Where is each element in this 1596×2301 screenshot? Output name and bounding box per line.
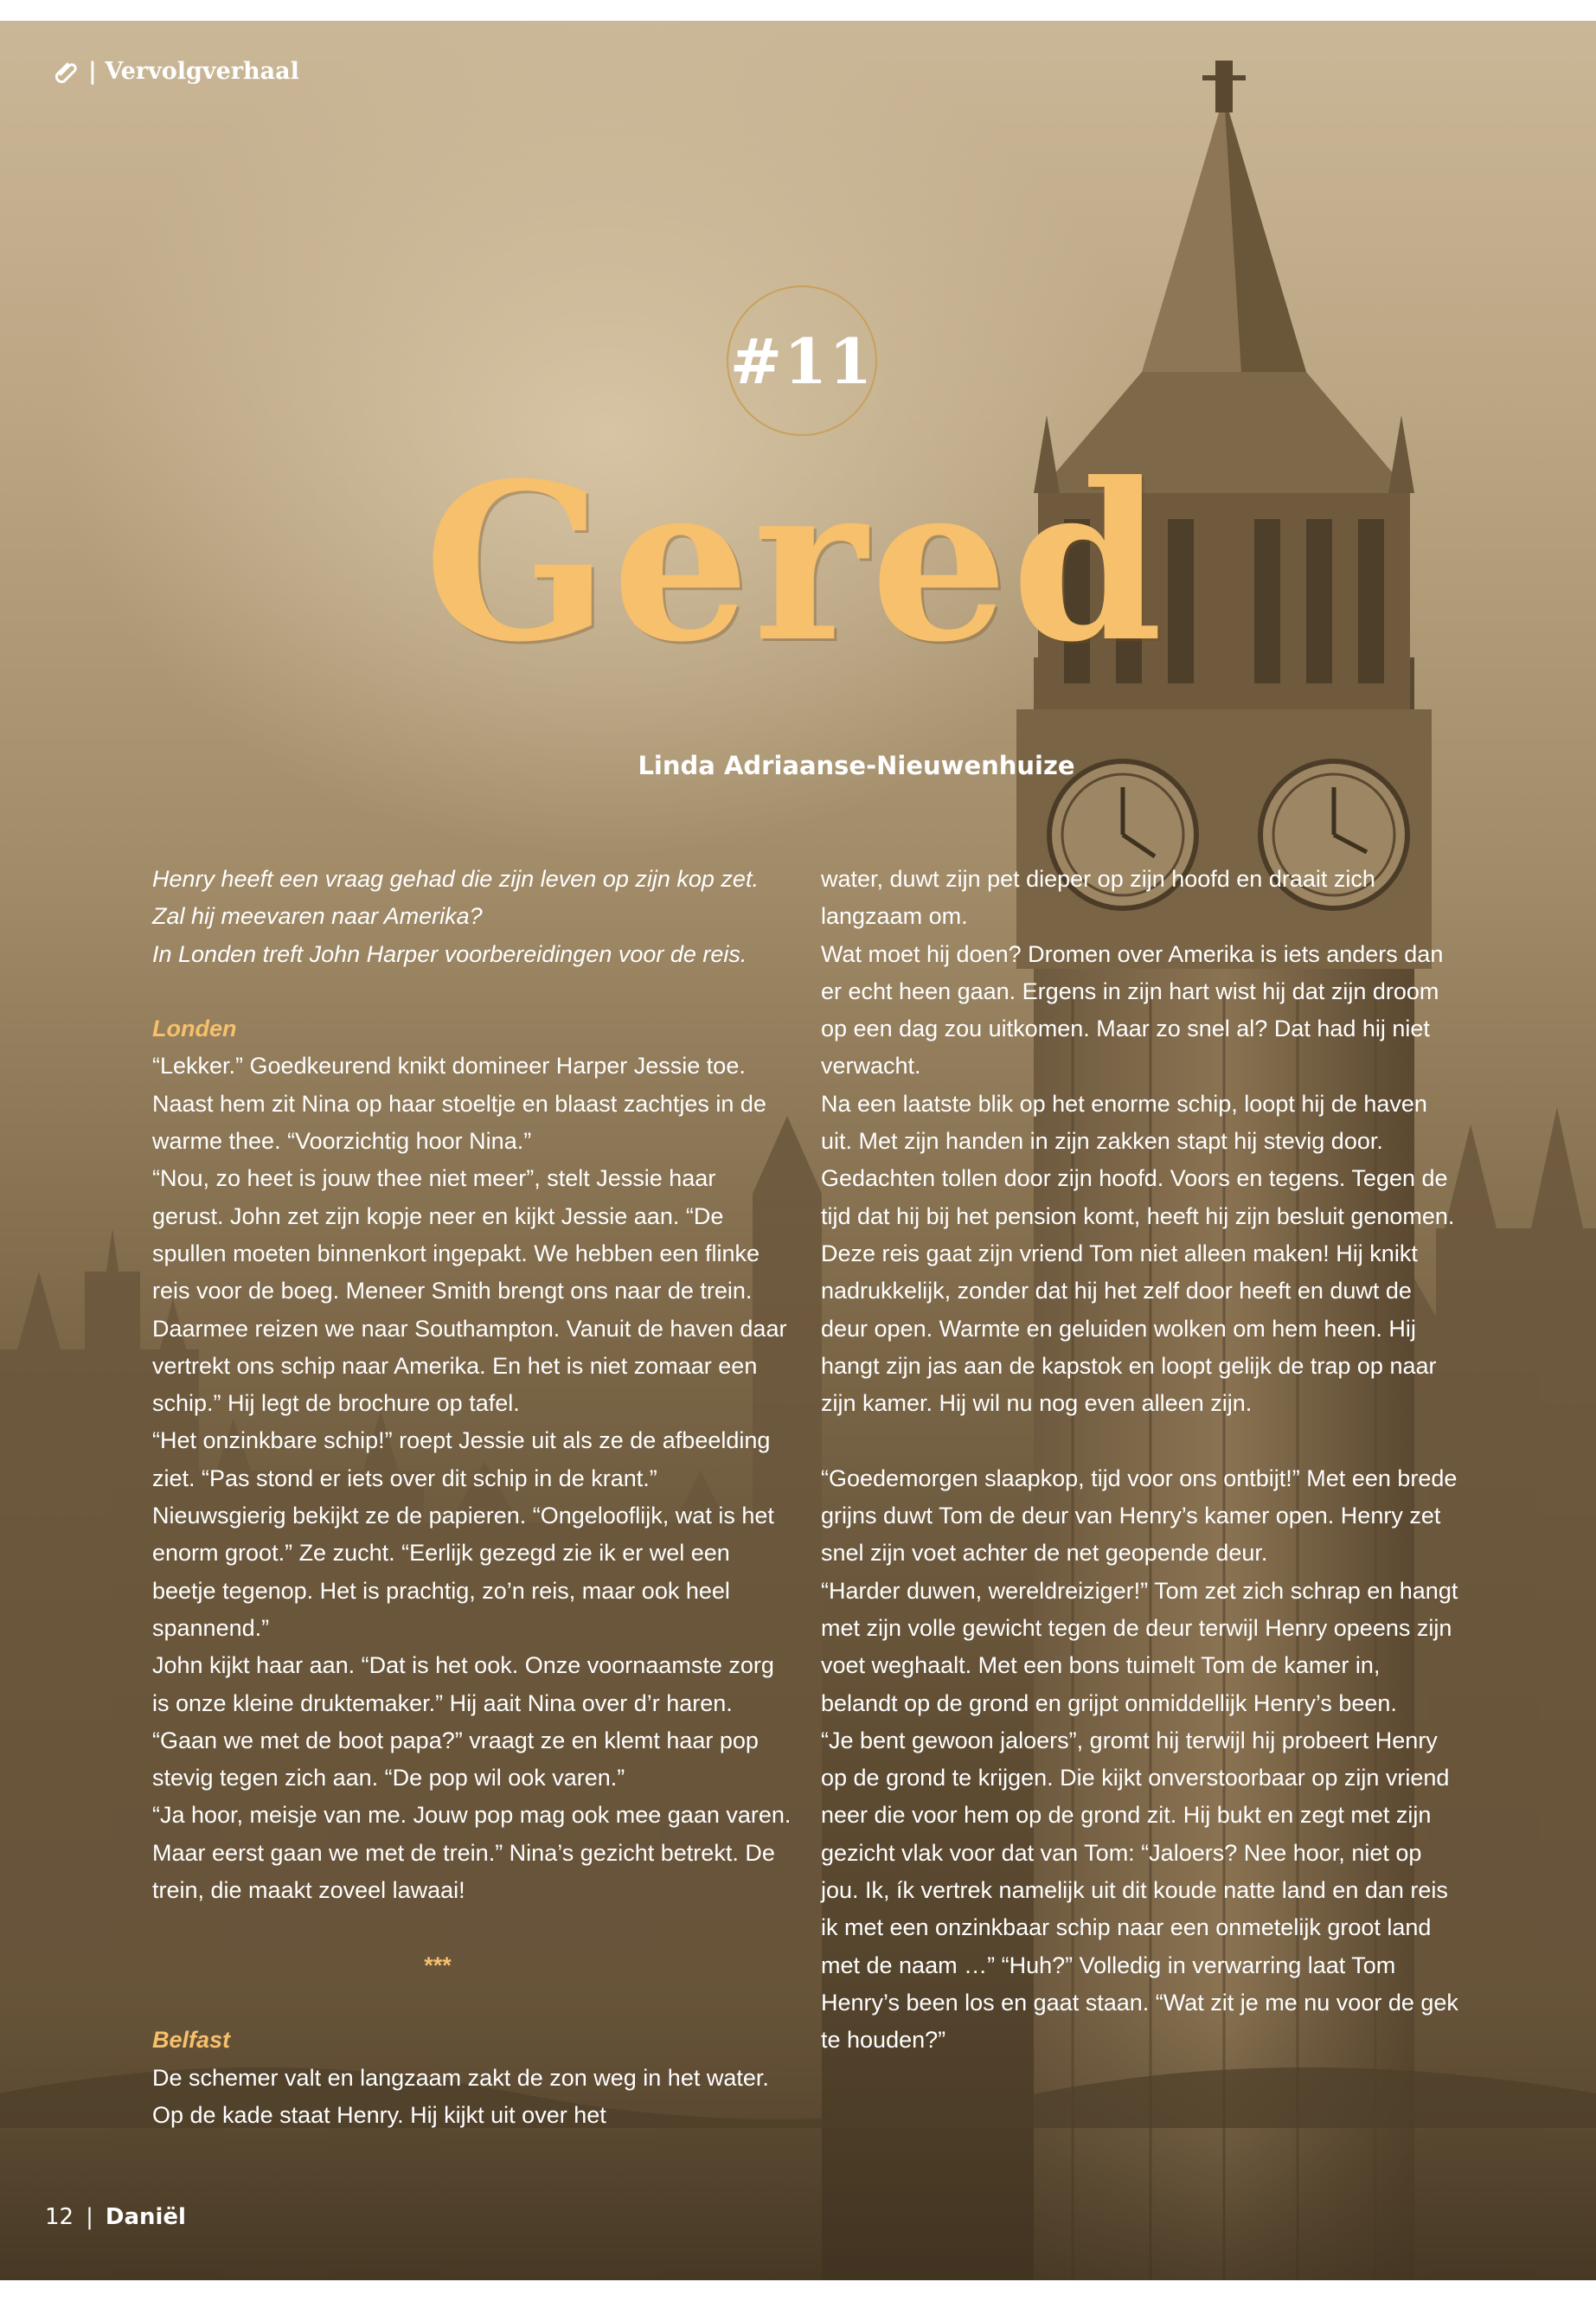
paragraph-spacer bbox=[152, 973, 792, 1010]
paperclip-icon bbox=[52, 57, 80, 85]
story-title: Gered bbox=[424, 435, 1167, 689]
body-paragraph: Wat moet hij doen? Dromen over Amerika is iets anders dan er echt heen gaan. Ergens in zijn hart wist hij dat zijn droom op een dag zou uitkomen. Maar zo snel al? Dat had hij niet verwacht. bbox=[821, 940, 1444, 1080]
body-paragraph: “Je bent gewoon jaloers”, gromt hij terwijl hij probeert Henry op de grond te krijgen. Die kijkt onverstoorbaar op zijn vriend neer die voor hem op de grond zit. Hij bukt en zegt met zijn gezicht vlak voor dat van Tom: “Jaloers? Nee hoor, niet op jou. Ik, ík vertrek namelijk uit dit koude natte land en dan reis ik met een onzinkbaar schip naar een onmetelijk groot land met de naam …” “Huh?” Volledig in verwarring laat Tom Henry’s been los en gaat staan. “Wat zit je me nu voor de gek te houden?” bbox=[821, 1727, 1458, 2054]
intro-line: Henry heeft een vraag gehad die zijn leven op zijn kop zet. bbox=[152, 866, 759, 892]
paragraph-spacer bbox=[152, 1909, 792, 1946]
body-paragraph: John kijkt haar aan. “Dat is het ook. Onze voornaamste zorg is onze kleine druktemaker.” Hij aait Nina over d’r haren. bbox=[152, 1652, 774, 1716]
body-paragraph: Na een laatste blik op het enorme schip, loopt hij de haven uit. Met zijn handen in zijn zakken stapt hij stevig door. Gedachten tollen door zijn hoofd. Voors en tegens. Tegen de tijd dat hij bij het pension komt, heeft hij zijn besluit genomen. Deze reis gaat zijn vriend Tom niet alleen maken! Hij knikt nadrukkelijk, zonder dat hij het zelf door heeft en duwt de deur open. Warmte en geluiden wolken om hem heen. Hij hangt zijn jas aan de kapstok en loopt gelijk de trap op naar zijn kamer. Hij wil nu nog even alleen zijn. bbox=[821, 1090, 1455, 1417]
body-paragraph: water, duwt zijn pet dieper op zijn hoofd en draait zich langzaam om. bbox=[821, 866, 1375, 930]
scene-break-stars: *** bbox=[424, 1952, 452, 1978]
body-paragraph: “Gaan we met de boot papa?” vraagt ze en klemt haar pop stevig tegen zich aan. “De pop wil ook varen.” bbox=[152, 1727, 759, 1791]
body-paragraph: “Nou, zo heet is jouw thee niet meer”, stelt Jessie haar gerust. John zet zijn kopje neer en kijkt Jessie aan. “De spullen moeten binnenkort ingepakt. We hebben een flinke reis voor de boeg. Meneer Smith brengt ons naar de trein. Daarmee reizen we naar Southampton. Vanuit de haven daar vertrekt ons schip naar Amerika. En het is niet zomaar een schip.” Hij legt de brochure op tafel. bbox=[152, 1165, 787, 1417]
episode-number-badge: #11 bbox=[727, 285, 877, 436]
paragraph-spacer bbox=[152, 1984, 792, 2022]
body-paragraph: “Ja hoor, meisje van me. Jouw pop mag ook mee gaan varen. Maar eerst gaan we met de trein.” Nina’s gezicht betrekt. De trein, die maakt zoveel lawaai! bbox=[152, 1802, 792, 1904]
left-text-column bbox=[152, 861, 792, 2134]
body-paragraph: “Lekker.” Goedkeurend knikt domineer Harper Jessie toe. Naast hem zit Nina op haar stoeltje en blaast zachtjes in de warme thee. “Voorzichtig hoor Nina.” bbox=[152, 1053, 766, 1155]
footer-separator: | bbox=[86, 2204, 93, 2230]
page-footer bbox=[45, 2204, 186, 2230]
page-number: 12 bbox=[45, 2204, 74, 2230]
right-text-column bbox=[821, 861, 1461, 2060]
bottom-border bbox=[0, 2280, 1596, 2301]
body-paragraph: “Het onzinkbare schip!” roept Jessie uit als ze de afbeelding ziet. “Pas stond er iets over dit schip in de krant.” Nieuwsgierig bekijkt ze de papieren. “Ongelooflijk, wat is het enorm groot.” Ze zucht. “Eerlijk gezegd zie ik er wel een beetje tegenop. Het is prachtig, zo’n reis, maar ook heel spannend.” bbox=[152, 1427, 774, 1641]
location-subhead: Belfast bbox=[152, 2027, 231, 2054]
paragraph-spacer bbox=[821, 1422, 1461, 1459]
body-paragraph: “Goedemorgen slaapkop, tijd voor ons ontbijt!” Met een brede grijns duwt Tom de deur van Henry’s kamer open. Henry zet snel zijn voet achter de net geopende deur. bbox=[821, 1465, 1458, 1567]
author-name: Linda Adriaanse-Nieuwenhuize bbox=[638, 751, 1075, 780]
location-subhead: Londen bbox=[152, 1016, 237, 1042]
body-paragraph: “Harder duwen, wereldreiziger!” Tom zet zich schrap en hangt met zijn volle gewicht tegen de deur terwijl Henry opeens zijn voet weghaalt. Met een bons tuimelt Tom de kamer in, belandt op de grond en grijpt onmiddellijk Henry’s been. bbox=[821, 1577, 1458, 1716]
intro-line: Zal hij meevaren naar Amerika? bbox=[152, 903, 483, 930]
intro-line: In Londen treft John Harper voorbereidingen voor de reis. bbox=[152, 940, 747, 967]
body-paragraph: De schemer valt en langzaam zakt de zon weg in het water. Op de kade staat Henry. Hij kijkt uit over het bbox=[152, 2064, 769, 2128]
magazine-name: Daniël bbox=[105, 2204, 186, 2230]
section-label-text: | Vervolgverhaal bbox=[88, 57, 299, 85]
section-label bbox=[52, 57, 299, 85]
